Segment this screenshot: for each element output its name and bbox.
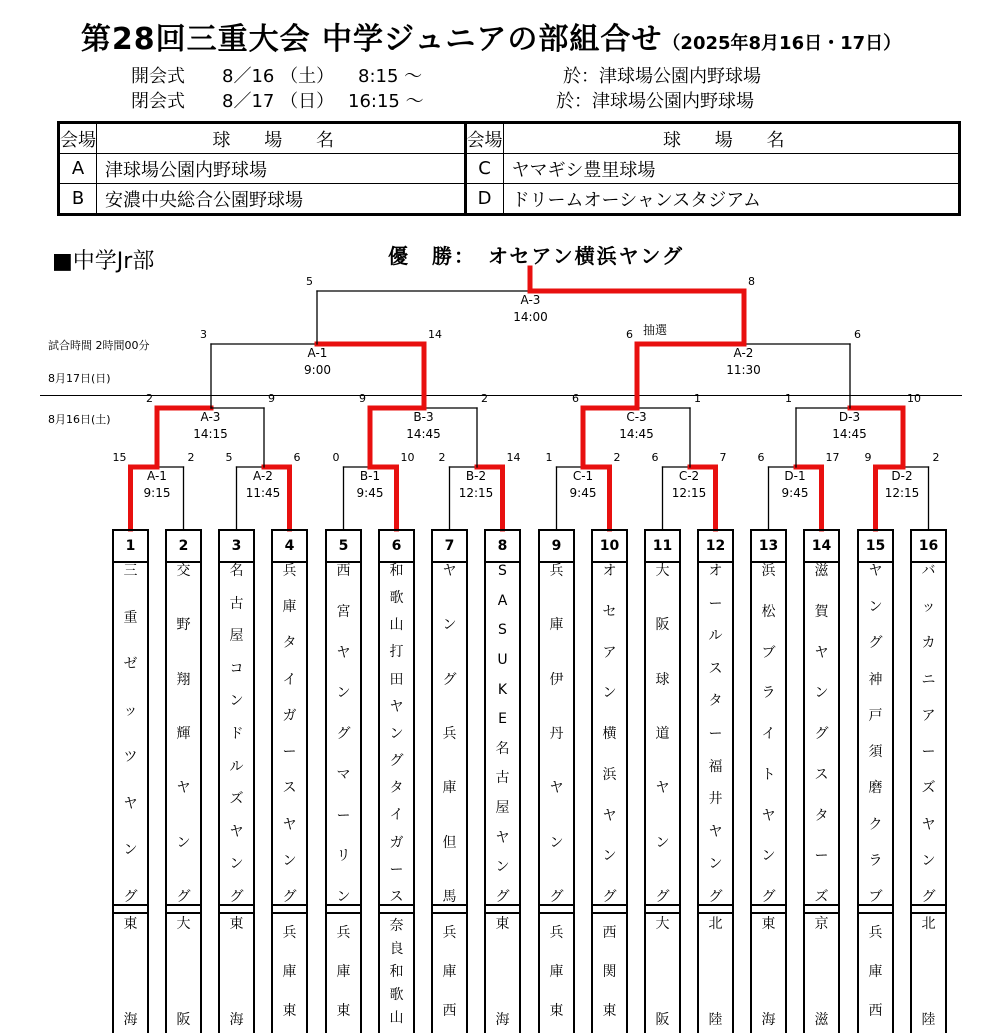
match-time: 12:15 <box>884 486 920 500</box>
match-time: 11:30 <box>726 363 761 377</box>
lottery-label: 抽選 <box>642 323 668 337</box>
closing-label: 閉会式 <box>131 91 185 112</box>
team-region: 兵 庫 西 <box>442 925 457 1019</box>
score-label: 2 <box>146 392 153 405</box>
team-number: 7 <box>433 531 466 563</box>
day2-label: 8月17日(日) <box>48 372 111 385</box>
title-text: 第28回三重大会 中学ジュニアの部組合せ <box>80 22 663 57</box>
team-region: 大 阪 <box>655 916 670 1028</box>
team-name: 大 阪 球 道 ヤ ン グ <box>655 563 670 905</box>
team-region: 大 阪 <box>176 916 191 1028</box>
team-number: 15 <box>859 531 892 563</box>
team-region: 東 海 <box>761 916 776 1028</box>
team-column <box>697 529 734 1033</box>
score-label: 8 <box>748 275 755 288</box>
match-id: A-3 <box>200 410 221 424</box>
team-column <box>910 529 947 1033</box>
team-region: 西 関 東 <box>602 925 617 1019</box>
score-label: 5 <box>225 451 233 464</box>
team-number: 8 <box>486 531 519 563</box>
team-number: 12 <box>699 531 732 563</box>
match-id: D-2 <box>891 469 913 483</box>
day1-label: 8月16日(土) <box>48 413 111 426</box>
closing-date: 8／17 （日） <box>222 91 335 112</box>
team-column <box>378 529 415 1033</box>
score-label: 3 <box>200 328 207 341</box>
division-title: ■中学Jr部 <box>52 249 155 274</box>
team-name: 西 宮 ヤ ン グ マ ー リ ン <box>336 563 351 905</box>
match-id: C-3 <box>626 410 647 424</box>
match-time: 14:00 <box>513 310 548 324</box>
score-label: 9 <box>268 392 275 405</box>
team-column <box>325 529 362 1033</box>
team-region: 京 滋 <box>814 916 829 1028</box>
match-id: B-3 <box>413 410 434 424</box>
team-region: 兵 庫 西 <box>868 925 883 1019</box>
score-label: 17 <box>825 451 840 464</box>
team-region: 東 海 <box>123 916 138 1028</box>
match-time: 9:15 <box>143 486 171 500</box>
match-id: A-1 <box>307 346 328 360</box>
score-label: 5 <box>306 275 313 288</box>
score-label: 10 <box>400 451 415 464</box>
team-column <box>484 529 521 1033</box>
team-name: 和 歌 山 打 田 ヤ ン グ タ イ ガ ー ス <box>389 563 404 905</box>
team-name: 浜 松 ブ ラ イ ト ヤ ン グ <box>761 563 776 905</box>
team-name: 兵 庫 タ イ ガ ー ス ヤ ン グ <box>282 563 297 905</box>
match-time: 9:45 <box>356 486 384 500</box>
team-number: 1 <box>114 531 147 563</box>
venue-name: 安濃中央総合公園野球場 <box>97 184 466 215</box>
team-number: 9 <box>540 531 573 563</box>
score-label: 9 <box>359 392 366 405</box>
team-region: 奈 良 和 歌 山 <box>389 917 404 1027</box>
venue-code: A <box>59 154 97 184</box>
team-region: 東 海 <box>229 916 244 1028</box>
score-label: 10 <box>907 392 921 405</box>
match-time: 11:45 <box>245 486 281 500</box>
score-label: 2 <box>932 451 940 464</box>
score-label: 2 <box>438 451 446 464</box>
team-region: 兵 庫 東 <box>282 925 297 1019</box>
team-name: 滋 賀 ヤ ン グ ス タ ー ズ <box>814 563 829 905</box>
team-column <box>803 529 840 1033</box>
team-column <box>538 529 575 1033</box>
match-id: C-2 <box>678 469 700 483</box>
team-column <box>750 529 787 1033</box>
team-region: 北 陸 <box>708 916 723 1028</box>
match-duration: 試合時間 2時間00分 <box>48 339 150 352</box>
score-label: 9 <box>864 451 872 464</box>
team-number: 10 <box>593 531 626 563</box>
team-number: 5 <box>327 531 360 563</box>
champion-label: 優 勝： オセアン横浜ヤング <box>388 244 684 268</box>
match-time: 14:15 <box>193 427 228 441</box>
score-label: 6 <box>854 328 861 341</box>
opening-venue: 於：津球場公園内野球場 <box>563 66 761 87</box>
score-label: 14 <box>428 328 442 341</box>
closing-time: 16:15 ～ <box>348 91 424 112</box>
match-time: 12:15 <box>671 486 707 500</box>
team-region: 兵 庫 東 <box>549 925 564 1019</box>
venue-name: 津球場公園内野球場 <box>97 154 466 184</box>
match-time: 14:45 <box>832 427 867 441</box>
team-column <box>857 529 894 1033</box>
team-number: 3 <box>220 531 253 563</box>
team-name: 三 重 ゼ ッ ツ ヤ ン グ <box>123 563 138 905</box>
score-label: 6 <box>293 451 301 464</box>
match-time: 9:00 <box>304 363 331 377</box>
venue-code: D <box>465 184 503 215</box>
team-name: 交 野 翔 輝 ヤ ン グ <box>176 563 191 905</box>
match-time: 14:45 <box>406 427 441 441</box>
score-label: 6 <box>651 451 659 464</box>
team-column <box>165 529 202 1033</box>
venue-code-header: 会場 <box>59 123 97 154</box>
team-number: 13 <box>752 531 785 563</box>
team-region: 北 陸 <box>921 916 936 1028</box>
match-id: A-3 <box>520 293 541 307</box>
team-column <box>271 529 308 1033</box>
score-label: 2 <box>613 451 621 464</box>
team-column <box>218 529 255 1033</box>
team-name: S A S U K E 名 古 屋 ヤ ン グ <box>495 563 510 905</box>
team-column <box>112 529 149 1033</box>
match-id: B-1 <box>359 469 381 483</box>
team-name: ヤ ン グ 兵 庫 但 馬 <box>442 563 457 905</box>
team-name: ヤ ン グ 神 戸 須 磨 ク ラ ブ <box>868 563 883 905</box>
venue-code: C <box>465 154 503 184</box>
score-label: 7 <box>719 451 727 464</box>
venue-code: B <box>59 184 97 215</box>
match-time: 14:45 <box>619 427 654 441</box>
match-id: C-1 <box>572 469 594 483</box>
team-name: 兵 庫 伊 丹 ヤ ン グ <box>549 563 564 905</box>
venue-name-header: 球 場 名 <box>97 123 466 154</box>
score-label: 1 <box>545 451 553 464</box>
team-name: バ ッ カ ニ ア ー ズ ヤ ン グ <box>921 563 936 905</box>
venue-name: ヤマギシ豊里球場 <box>503 154 959 184</box>
score-label: 6 <box>626 328 633 341</box>
team-region: 東 海 <box>495 916 510 1028</box>
opening-time: 8:15 ～ <box>358 66 423 87</box>
match-id: A-2 <box>733 346 754 360</box>
score-label: 6 <box>757 451 765 464</box>
team-name: オ セ ア ン 横 浜 ヤ ン グ <box>602 563 617 905</box>
match-id: D-3 <box>838 410 861 424</box>
team-number: 6 <box>380 531 413 563</box>
venue-name: ドリームオーシャンスタジアム <box>503 184 959 215</box>
opening-label: 開会式 <box>131 66 185 87</box>
team-number: 16 <box>912 531 945 563</box>
match-id: A-2 <box>253 469 273 483</box>
score-label: 1 <box>694 392 701 405</box>
team-number: 14 <box>805 531 838 563</box>
score-label: 1 <box>785 392 792 405</box>
team-region: 兵 庫 東 <box>336 925 351 1019</box>
score-label: 0 <box>332 451 340 464</box>
title-dates: （2025年8月16日・17日） <box>662 33 902 54</box>
venue-name-header: 球 場 名 <box>503 123 959 154</box>
match-time: 9:45 <box>781 486 809 500</box>
team-name: 名 古 屋 コ ン ド ル ズ ヤ ン グ <box>229 563 244 905</box>
venue-code-header: 会場 <box>465 123 503 154</box>
match-id: A-1 <box>147 469 167 483</box>
team-column <box>431 529 468 1033</box>
score-label: 14 <box>506 451 521 464</box>
opening-date: 8／16 （土） <box>222 66 335 87</box>
closing-venue: 於：津球場公園内野球場 <box>556 91 754 112</box>
team-name: オ ー ル ス タ ー 福 井 ヤ ン グ <box>708 563 723 905</box>
team-column <box>591 529 628 1033</box>
score-label: 15 <box>112 451 127 464</box>
team-number: 2 <box>167 531 200 563</box>
match-time: 12:15 <box>458 486 494 500</box>
score-label: 6 <box>572 392 579 405</box>
team-column <box>644 529 681 1033</box>
match-id: B-2 <box>465 469 487 483</box>
match-time: 9:45 <box>569 486 597 500</box>
match-id: D-1 <box>784 469 806 483</box>
score-label: 2 <box>187 451 195 464</box>
team-number: 4 <box>273 531 306 563</box>
team-number: 11 <box>646 531 679 563</box>
score-label: 2 <box>481 392 488 405</box>
